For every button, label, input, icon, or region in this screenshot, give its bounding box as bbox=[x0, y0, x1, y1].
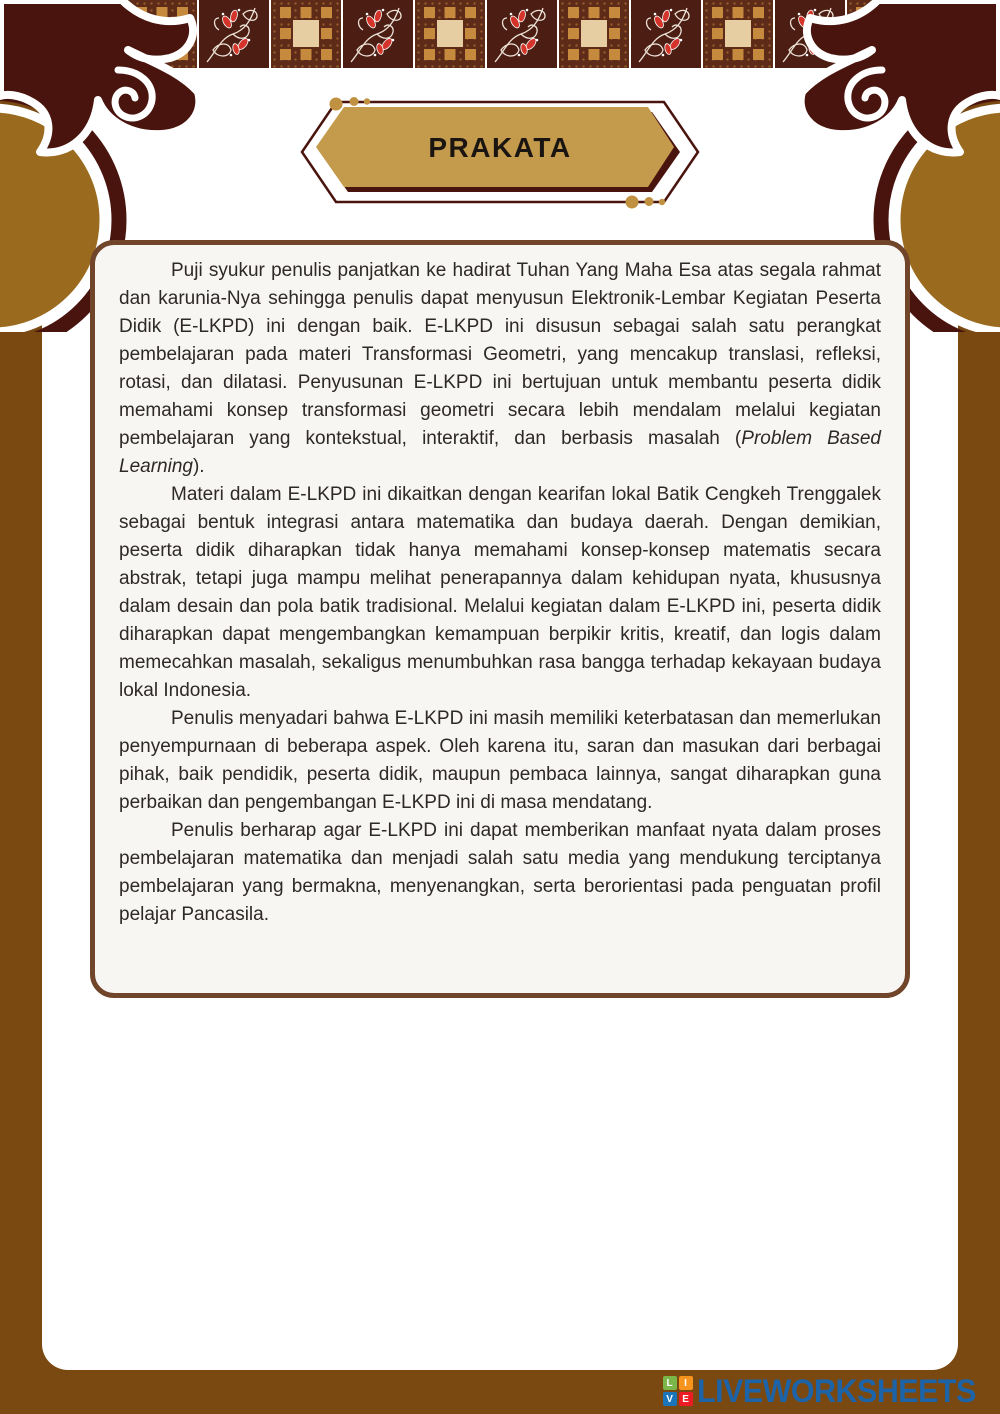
batik-squares-icon bbox=[559, 0, 629, 68]
batik-floral-icon bbox=[199, 0, 269, 68]
batik-floral-icon bbox=[631, 0, 701, 68]
title-banner bbox=[294, 95, 706, 213]
batik-squares-icon bbox=[415, 0, 485, 68]
batik-squares-icon bbox=[0, 0, 53, 68]
batik-floral-icon bbox=[919, 0, 989, 68]
batik-floral-icon bbox=[55, 0, 125, 68]
logo-square-l: L bbox=[663, 1376, 677, 1390]
preface-paragraph-4: Penulis berharap agar E-LKPD ini dapat memberikan manfaat nyata dalam proses pembelajaran matematika dan menjadi salah satu media yang mendukung terciptanya pembelajaran yang bermakna, menyenangkan, serta berorientasi pada penguatan profil pelajar Pancasila. bbox=[119, 820, 881, 925]
italic-term: Problem Based Learning bbox=[119, 428, 882, 477]
batik-squares-icon bbox=[127, 0, 197, 68]
batik-squares-icon bbox=[271, 0, 341, 68]
batik-floral-icon bbox=[775, 0, 845, 68]
logo-square-v: V bbox=[663, 1392, 677, 1406]
logo-square-i: I bbox=[679, 1376, 693, 1390]
brand-text: LIVEWORKSHEETS bbox=[696, 1372, 976, 1409]
batik-squares-icon bbox=[703, 0, 773, 68]
batik-squares-icon bbox=[847, 0, 917, 68]
page-title: PRAKATA bbox=[428, 132, 572, 163]
liveworksheets-brand[interactable] bbox=[663, 1372, 990, 1410]
batik-border-band bbox=[0, 0, 1000, 68]
liveworksheets-logo-icon bbox=[663, 1376, 693, 1406]
preface-paragraph-1: Puji syukur penulis panjatkan ke hadirat Tuhan Yang Maha Esa atas segala rahmat dan karunia-Nya sehingga penulis dapat menyusun Elektronik-Lembar Kegiatan Peserta Didik (E-LKPD) ini dengan baik. E-LKPD ini disusun sebagai salah satu perangkat pembelajaran pada materi Transformasi Geometri, yang mencakup translasi, refleksi, rotasi, dan dilatasi. Penyusunan E-LKPD ini bertujuan untuk membantu peserta didik memahami konsep transformasi geometri secara lebih mendalam melalui kegiatan pembelajaran yang kontekstual, interaktif, dan berbasis masalah (Problem Based Learning). bbox=[119, 260, 882, 477]
logo-square-e: E bbox=[679, 1392, 693, 1406]
preface-paragraph-2: Materi dalam E-LKPD ini dikaitkan dengan kearifan lokal Batik Cengkeh Trenggalek sebagai bentuk integrasi antara matematika dan budaya daerah. Dengan demikian, peserta didik diharapkan tidak hanya memahami konsep-konsep matematis secara abstrak, tetapi juga mampu melihat penerapannya dalam kehidupan nyata, khususnya dalam desain dan pola batik tradisional. Melalui kegiatan dalam E-LKPD ini, peserta didik diharapkan dapat mengembangkan kemampuan berpikir kritis, kreatif, dan logis dalam memecahkan masalah, sekaligus menumbuhkan rasa bangga terhadap kekayaan budaya lokal Indonesia. bbox=[119, 484, 881, 701]
preface-paragraph-3: Penulis menyadari bahwa E-LKPD ini masih memiliki keterbatasan dan memerlukan penyempurnaan di beberapa aspek. Oleh karena itu, saran dan masukan dari berbagai pihak, baik pendidik, peserta didik, maupun pembaca lainnya, sangat diharapkan guna perbaikan dan pengembangan E-LKPD ini di masa mendatang. bbox=[119, 708, 881, 813]
batik-squares-icon bbox=[991, 0, 1000, 68]
batik-floral-icon bbox=[343, 0, 413, 68]
preface-panel bbox=[90, 240, 910, 998]
batik-floral-icon bbox=[487, 0, 557, 68]
